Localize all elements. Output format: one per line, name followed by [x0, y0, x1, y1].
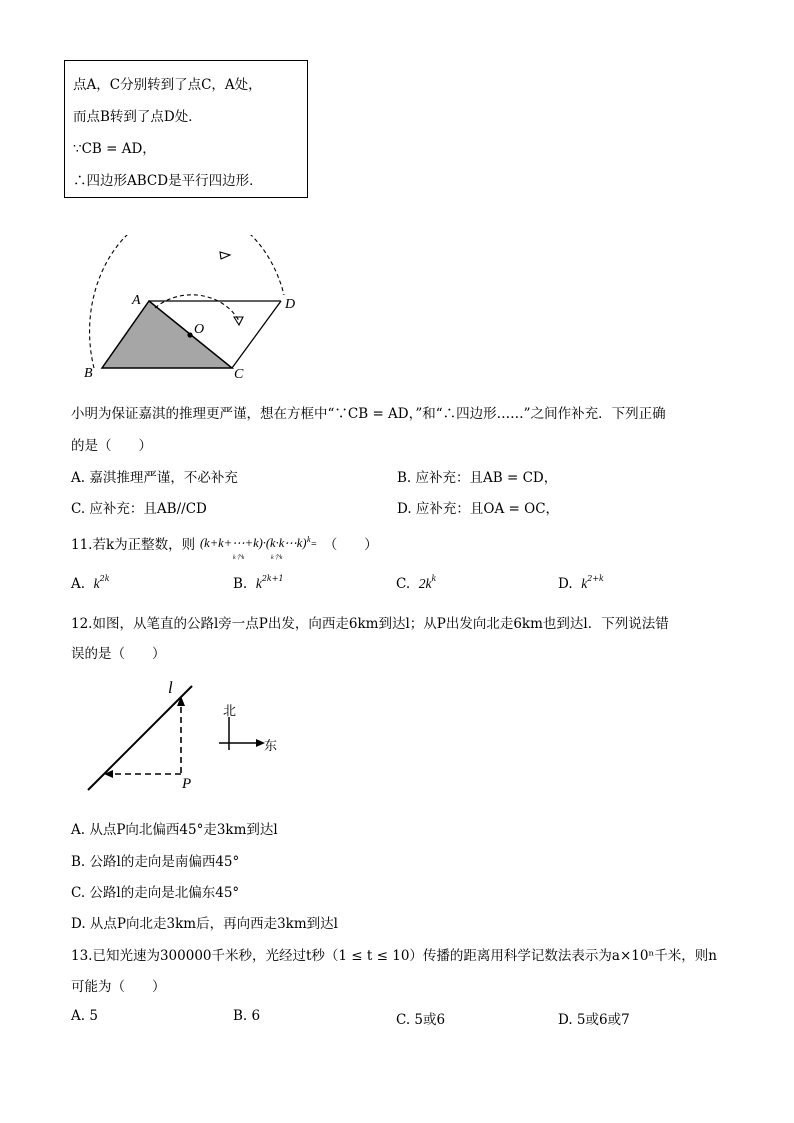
point-p-label: P — [182, 776, 192, 792]
q11-option-c: C. $2k^k$ — [396, 574, 437, 592]
proof-line-1: 点A，C分别转到了点C，A处， — [73, 77, 262, 93]
q13-stem-line2: 可能为（ ） — [71, 979, 166, 995]
label-d: D — [285, 297, 296, 312]
road-figure — [80, 672, 290, 797]
q11-expression-image — [199, 534, 319, 562]
east-label: 东 — [264, 738, 278, 753]
q12-option-a: A. 从点P向北偏西45°走3km到达l — [71, 822, 278, 838]
svg-text:k个k: k个k — [271, 555, 283, 561]
line-l-label: l — [168, 678, 173, 697]
q12-stem-line2: 误的是（ ） — [71, 646, 166, 662]
q11-stem-before: 11.若k为正整数，则 — [71, 537, 196, 553]
q12-option-c: C. 公路l的走向是北偏东45° — [71, 885, 240, 901]
label-c: C — [234, 367, 244, 382]
q12-option-b: B. 公路l的走向是南偏西45° — [71, 854, 240, 870]
q12-option-d: D. 从点P向北走3km后，再向西走3km到达l — [71, 916, 338, 932]
q10-stem-line1: 小明为保证嘉淇的推理更严谨，想在方框中“∵CB = AD，”和“∴四边形……”之间作补充．下列正确 — [71, 406, 666, 422]
q10-option-b: B. 应补充：且AB = CD， — [397, 470, 558, 486]
label-b: B — [84, 366, 93, 381]
q13-option-d: D. 5或6或7 — [558, 1012, 630, 1028]
proof-box — [64, 60, 308, 198]
q13-option-c: C. 5或6 — [396, 1012, 446, 1028]
proof-line-3: ∵CB = AD， — [73, 141, 156, 157]
label-a: A — [132, 293, 141, 308]
q13-option-a: A. 5 — [71, 1008, 98, 1024]
q13-stem-line1: 13.已知光速为300000千米秒，光经过t秒（1 ≤ t ≤ 10）传播的距离用科学记数法表示为a×10ⁿ千米，则n — [71, 948, 717, 964]
label-o: O — [194, 322, 205, 337]
q10-option-c: C. 应补充：且AB//CD — [71, 501, 207, 517]
q10-stem-line2: 的是（ ） — [71, 438, 152, 454]
q11-stem — [71, 533, 378, 562]
q10-option-a: A. 嘉淇推理严谨，不必补充 — [71, 470, 238, 486]
svg-text:(k+k+⋯+k)·(k·k⋯k): (k+k+⋯+k)·(k·k⋯k) — [200, 536, 307, 550]
q12-stem-line1: 12.如图，从笔直的公路l旁一点P出发，向西走6km到达l；从P出发向北走6km也到达l．下列说法错 — [71, 616, 669, 632]
q11-stem-after: （ ） — [323, 537, 378, 553]
svg-text:=: = — [311, 539, 318, 550]
q13-option-b: B. 6 — [233, 1008, 261, 1024]
svg-text:k个k: k个k — [233, 555, 245, 561]
q10-option-d: D. 应补充：且OA = OC， — [397, 501, 560, 517]
q11-option-d: D. $k^{2+k}$ — [558, 574, 604, 592]
north-label: 北 — [223, 703, 237, 718]
proof-line-4: ∴四边形ABCD是平行四边形． — [73, 173, 263, 189]
proof-line-2: 而点B转到了点D处． — [73, 109, 202, 125]
q11-option-a: A. $k^{2k}$ — [71, 574, 110, 592]
parallelogram-figure — [80, 235, 310, 385]
svg-text:k: k — [307, 535, 312, 544]
q11-option-b: B. $k^{2k+1}$ — [233, 574, 284, 592]
